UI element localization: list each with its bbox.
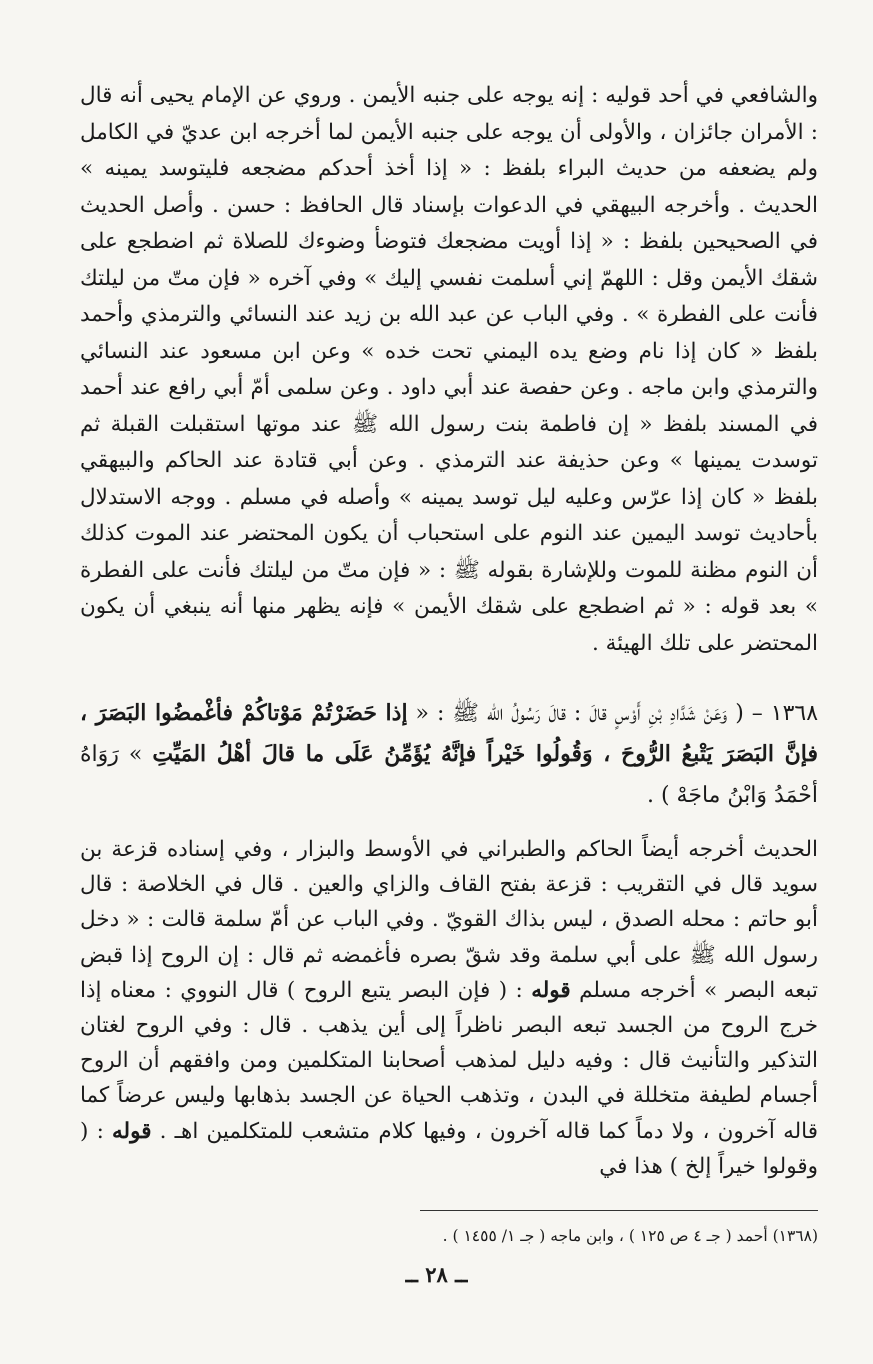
commentary-part-3: : ( وقولوا خيراً إلخ ) هذا في (80, 1118, 818, 1179)
hadith-text: إذا حَضَرْتُمْ مَوْتاكُمْ فأغْمضُوا البَصَرَ ، فإنَّ البَصَرَ يَتْبعُ الرُّوحَ ، وَقُولُوا خَيْراً فإنَّهُ يُؤَمِّنُ عَلَى ما قالَ أهْلُ المَيِّتِ (80, 700, 818, 767)
page-number: ــ ٢٨ ــ (405, 1262, 468, 1287)
commentary-keyword-1: قوله (531, 977, 571, 1003)
hadith-intro: ١٣٦٨ – ( وَعَنْ شَدَّادِ بْنِ أَوْسٍ قالَ : قالَ رَسُولُ الله ﷺ : « (407, 701, 819, 726)
commentary-part-1: الحديث أخرجه أيضاً الحاكم والطبراني في الأوسط والبزار ، وفي إسناده قزعة بن سويد قال في التقريب : قزعة بفتح القاف والزاي والعين . قال في الخلاصة : قال أبو حاتم : محله الصدق ، ليس بذاك القويّ . وفي الباب عن أمّ سلمة قالت : « دخل رسول الله ﷺ على أبي سلمة وقد شقّ بصره فأغمضه ثم قال : إن الروح إذا قبض تبعه البصر » أخرجه مسلم (80, 837, 818, 1003)
body-paragraph: والشافعي في أحد قوليه : إنه يوجه على جنبه الأيمن . وروي عن الإمام يحيى أنه قال : الأمران جائزان ، والأولى أن يوجه على جنبه الأيمن لما أخرجه ابن عديّ في الكامل ولم يضعفه من حديث البراء بلفظ : « إذا أخذ أحدكم مضجعه فليتوسد يمينه » الحديث . وأخرجه البيهقي في الدعوات بإسناد قال الحافظ : حسن . وأصل الحديث في الصحيحين بلفظ : « إذا أويت مضجعك فتوضأ وضوءك للصلاة ثم اضطجع على شقك الأيمن وقل : اللهمّ إني أسلمت نفسي إليك » وفي آخره « فإن متّ من ليلتك فأنت على الفطرة » . وفي الباب عن عبد الله بن زيد عند النسائي والترمذي وأحمد بلفظ « كان إذا نام وضع يده اليمني تحت خده » وعن ابن مسعود عند النسائي والترمذي وابن ماجه . وعن حفصة عند أبي داود . وعن سلمى أمّ أبي رافع عند أحمد في المسند بلفظ « إن فاطمة بنت رسول الله ﷺ عند موتها استقبلت القبلة ثم توسدت يمينها » وعن حذيفة عند الترمذي . وعن أبي قتادة عند الحاكم والبيهقي بلفظ « كان إذا عرّس وعليه ليل توسد يمينه » وأصله في مسلم . ووجه الاستدلال بأحاديث توسد اليمين عند النوم على استحباب أن يكون المحتضر عند الموت كذلك أن النوم مظنة للموت وللإشارة بقوله ﷺ : « فإن متّ من ليلتك فأنت على الفطرة » بعد قوله : « ثم اضطجع على شقك الأيمن » فإنه يظهر منها أنه ينبغي أن يكون المحتضر على تلك الهيئة . (80, 83, 818, 656)
hadith-block (80, 693, 818, 816)
footnote: (١٣٦٨) أحمد ( جـ ٤ ص ١٢٥ ) ، وابن ماجه ( جـ ١/ ١٤٥٥ ) . (442, 1227, 818, 1245)
hadith-source: » رَوَاهُ أحْمَدُ وَابْنُ ماجَهْ ) . (80, 742, 818, 808)
commentary-paragraph (80, 832, 818, 1184)
commentary-keyword-2: قوله (112, 1118, 152, 1144)
footnote-divider (420, 1210, 818, 1211)
commentary-part-2: : ( فإن البصر يتبع الروح ) قال النووي : معناه إذا خرج الروح من الجسد تبعه البصر ناظراً إلى أين يذهب . قال : وفي الروح لغتان التذكير والتأنيث قال : وفيه دليل لمذهب أصحابنا المتكلمين ومن وافقهم أن الروح أجسام لطيفة متخللة في البدن ، وتذهب الحياة عن الجسد بذهابها وليس عرضاً كما قاله آخرون ، ولا دماً كما قاله آخرون ، وفيها كلام متشعب للمتكلمين اهـ . (80, 977, 818, 1144)
